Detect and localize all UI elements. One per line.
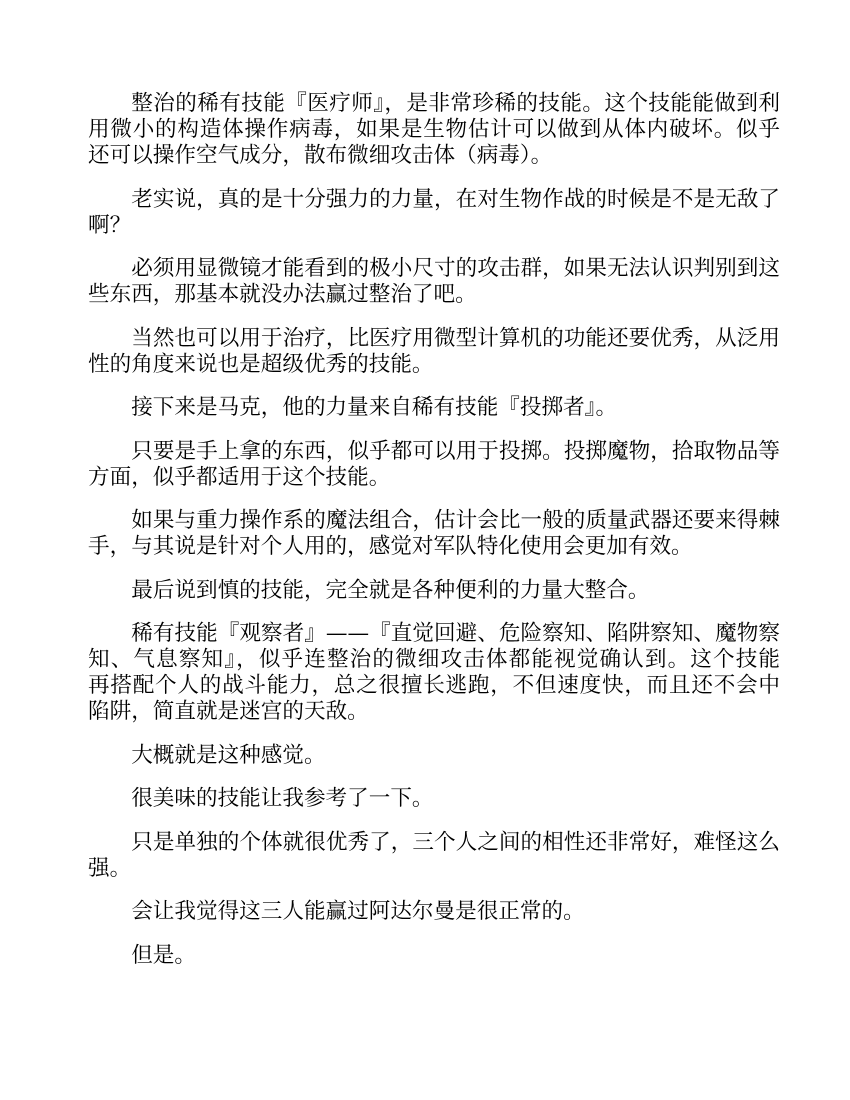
- paragraph: [88, 621, 780, 725]
- text-line: 但是。: [131, 942, 196, 968]
- paragraph: [88, 899, 780, 925]
- paragraph: [88, 91, 780, 169]
- paragraph: [88, 786, 780, 812]
- text-line: 很美味的技能让我参考了一下。: [131, 786, 434, 811]
- text-line: 接下来是马克，他的力量来自稀有技能『投掷者』。: [131, 395, 618, 420]
- text-line: 只是单独的个体就很优秀了，三个人之间的相性还非常好，难怪这么: [131, 829, 780, 855]
- paragraph: [88, 395, 780, 421]
- text-line: 老实说，真的是十分强力的力量，在对生物作战的时候是不是无敌了: [131, 186, 780, 212]
- paragraph: [88, 439, 780, 491]
- text-line: 如果与重力操作系的魔法组合，估计会比一般的质量武器还要来得棘: [131, 508, 780, 533]
- text-line: 知、气息察知』，似乎连整治的微细攻击体都能视觉确认到。这个技能: [88, 647, 780, 672]
- text-line: 啊？: [88, 212, 132, 238]
- paragraph: [88, 256, 780, 308]
- text-line: 会让我觉得这三人能赢过阿达尔曼是很正常的。: [131, 899, 585, 924]
- text-line: 稀有技能『观察者』——『直觉回避、危险察知、陷阱察知、魔物察: [131, 621, 780, 646]
- text-line: 再搭配个人的战斗能力，总之很擅长逃跑，不但速度快，而且还不会中: [88, 673, 780, 698]
- text-line: 最后说到慎的技能，完全就是各种便利的力量大整合。: [131, 577, 650, 603]
- paragraph: [88, 326, 780, 378]
- text-line: 些东西，那基本就没办法赢过整治了吧。: [88, 282, 477, 307]
- text-line: 必须用显微镜才能看到的极小尺寸的攻击群，如果无法认识判别到这: [131, 256, 780, 281]
- paragraph: [88, 743, 780, 769]
- text-content: [88, 91, 780, 986]
- text-line: 强。: [88, 855, 132, 881]
- paragraph: [88, 508, 780, 560]
- text-line: 大概就是这种感觉。: [131, 742, 326, 768]
- paragraph: [88, 943, 780, 969]
- paragraph: [88, 830, 780, 882]
- text-line: 陷阱，简直就是迷宫的天敌。: [88, 699, 369, 724]
- text-line: 手，与其说是针对个人用的，感觉对军队特化使用会更加有效。: [88, 534, 693, 559]
- text-line: 当然也可以用于治疗，比医疗用微型计算机的功能还要优秀，从泛用: [131, 325, 780, 351]
- text-line: 只要是手上拿的东西，似乎都可以用于投掷。投掷魔物，拾取物品等: [131, 438, 780, 464]
- text-line: 用微小的构造体操作病毒，如果是生物估计可以做到从体内破坏。似乎: [88, 117, 780, 142]
- text-line: 性的角度来说也是超级优秀的技能。: [88, 351, 434, 377]
- text-line: 还可以操作空气成分，散布微细攻击体（病毒）。: [88, 143, 553, 168]
- paragraph: [88, 187, 780, 239]
- paragraph: [88, 578, 780, 604]
- text-line: 整治的稀有技能『医疗师』，是非常珍稀的技能。这个技能能做到利: [131, 91, 780, 116]
- text-line: 方面，似乎都适用于这个技能。: [88, 464, 391, 490]
